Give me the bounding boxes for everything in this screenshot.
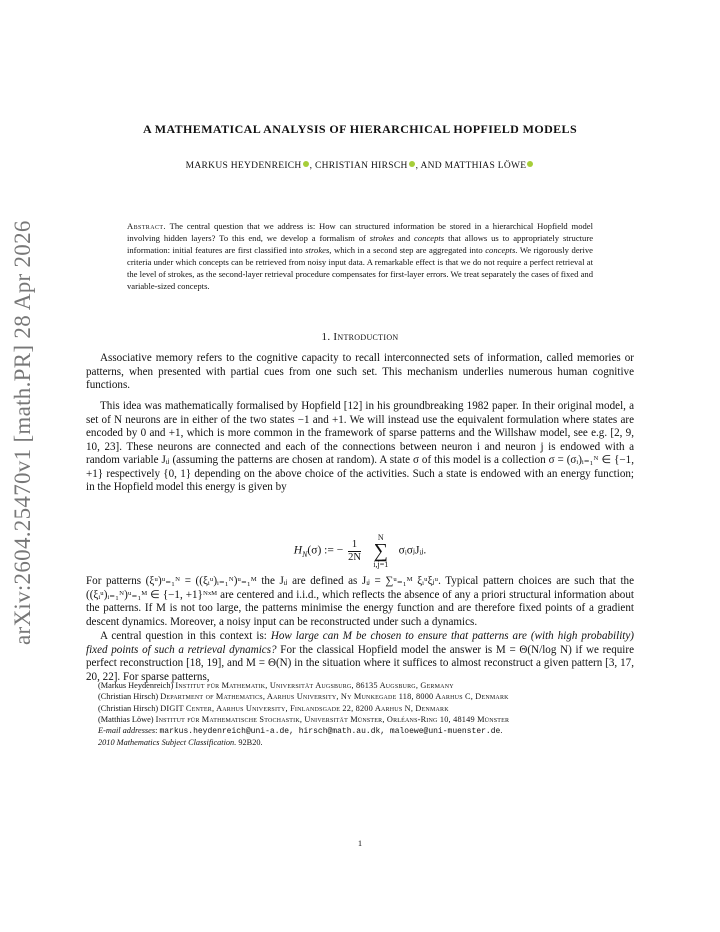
abstract: Abstract. The central question that we address is: How can structured information be stored in a hierarchical Hopfield model involving hidden layers? To this end, we develop a formalism of strokes and concepts that allows us to appropriately structure information: initial features are first classified into strokes, which in a second step are aggregated into concepts. We rigorously derive criteria under which concepts can be retrieved from noisy input data. A remarkable effect is that we do not require a perfect retrieval at the level of strokes, as the second-layer retrieval procedure compensates for first-layer errors. We treat separately the cases of fixed and variable-sized concepts. bbox=[127, 221, 594, 291]
summation-symbol: N ∑ i,j=1 bbox=[373, 533, 389, 569]
orcid-icon[interactable] bbox=[409, 161, 415, 167]
energy-equation: $H_N(\sigma)$ := − $\frac{1}{2N}$ N ∑ i,j=1 σᵢσⱼJᵢⱼ. bbox=[293, 533, 427, 569]
body-paragraph: This idea was mathematically formalised by Hopfield [12] in his groundbreaking 1982 paper. In their original model, a set of N neurons are in either of the two states −1 and +1. We will instead use the equivalent formulation where states are encoded by 0 and +1, which is more common in the framework of sparse patterns and the Willshaw model, see e.g. [2, 9, 10, 23]. These neurons are connected and each of the connections between neuron i and neuron j is endowed with a random variable Jᵢⱼ (assuming the patterns are chosen at random). A state σ of this model is a collection σ = (σᵢ)ᵢ₌₁ᴺ ∈ {−1, +1} respectively {0, 1} depending on the above choice of the activities. Such a state is endowed with an energy function; in the Hopfield model this energy is given by bbox=[86, 400, 634, 494]
email-footnote: E-mail addresses: markus.heydenreich@uni-a.de, hirsch@math.au.dk, maloewe@uni-muenster.de. bbox=[98, 726, 503, 737]
footnotes bbox=[86, 680, 634, 749]
paper-title: A MATHEMATICAL ANALYSIS OF HIERARCHICAL HOPFIELD MODELS bbox=[142, 122, 578, 136]
equation-fraction: $\frac{1}{2N}$ bbox=[348, 538, 361, 563]
author-name: CHRISTIAN HIRSCH bbox=[314, 161, 408, 171]
author-line: MARKUS HEYDENREICH , CHRISTIAN HIRSCH , AND MATTHIAS LÖWE bbox=[86, 161, 634, 171]
body-paragraph: For patterns (ξᵘ)ᵘ₌₁ᴺ = ((ξᵢᵘ)ᵢ₌₁ᴺ)ᵘ₌₁ᴹ the Jᵢⱼ are defined as Jᵢⱼ = ∑ᵘ₌₁ᴹ ξᵢᵘξⱼᵘ. Typical pattern choices are such that the ((ξᵢᵘ)ᵢ₌₁ᴺ)ᵘ₌₁ᴹ ∈ {−1, +1}ᴺˣᴹ are centered and i.i.d., which reflects the absence of any a priori structural information about the patterns. If M is not too large, the patterns minimise the energy function and are therefore fixed points of a gradient descent dynamics. Moreover, a noisy input can be reconstructed under such a dynamics. bbox=[86, 575, 634, 628]
research-question: How large can M be chosen to ensure that patterns are (with high probability) fixed points of such a retrieval dynamics? bbox=[86, 630, 634, 656]
affiliation-footnote: (Christian Hirsch) Department of Mathematics, Aarhus University, Ny Munkegade 118, 8000 Aarhus C, Denmark bbox=[98, 692, 509, 702]
affiliation-footnote: (Matthias Löwe) Institut für Mathematische Stochastik, Universität Münster, Orléans-Ring 10, 48149 Münster bbox=[98, 714, 510, 724]
msc-footnote: 2010 Mathematics Subject Classification. 92B20. bbox=[98, 738, 263, 748]
abstract-label: Abstract. bbox=[127, 221, 166, 231]
affiliation-footnote: (Markus Heydenreich) Institut für Mathematik, Universität Augsburg, 86135 Augsburg, Germany bbox=[98, 681, 454, 690]
author-name: MARKUS HEYDENREICH bbox=[185, 161, 302, 171]
section-heading: 1. Introduction bbox=[321, 331, 399, 343]
body-paragraph: Associative memory refers to the cognitive capacity to recall interconnected sets of information, called memories or patterns, when presented with partial cues from one such set. This mechanism underlies numerous human cognitive functions. bbox=[86, 352, 634, 392]
orcid-icon[interactable] bbox=[527, 161, 533, 167]
arxiv-identifier-stamp: arXiv:2604.25470v1 [math.PR] 28 Apr 2026 bbox=[10, 220, 35, 645]
body-paragraph: A central question in this context is: How large can M be chosen to ensure that patterns are (with high probability) fixed points of such a retrieval dynamics? For the classical Hopfield model the answer is M = Θ(N/log N) if we require perfect reconstruction [18, 19], and M = Θ(N) in the situation where it suffices to almost reconstruct a given pattern [3, 17, 20, 22]. For sparse patterns, bbox=[86, 630, 634, 683]
page-number: 1 bbox=[357, 838, 363, 848]
affiliation-footnote: (Christian Hirsch) DIGIT Center, Aarhus University, Finlandsgade 22, 8200 Aarhus N, Denmark bbox=[98, 703, 449, 713]
author-name: MATTHIAS LÖWE bbox=[444, 161, 527, 171]
email-links[interactable]: markus.heydenreich@uni-a.de, hirsch@math.au.dk, maloewe@uni-muenster.de bbox=[159, 727, 501, 737]
orcid-icon[interactable] bbox=[303, 161, 309, 167]
